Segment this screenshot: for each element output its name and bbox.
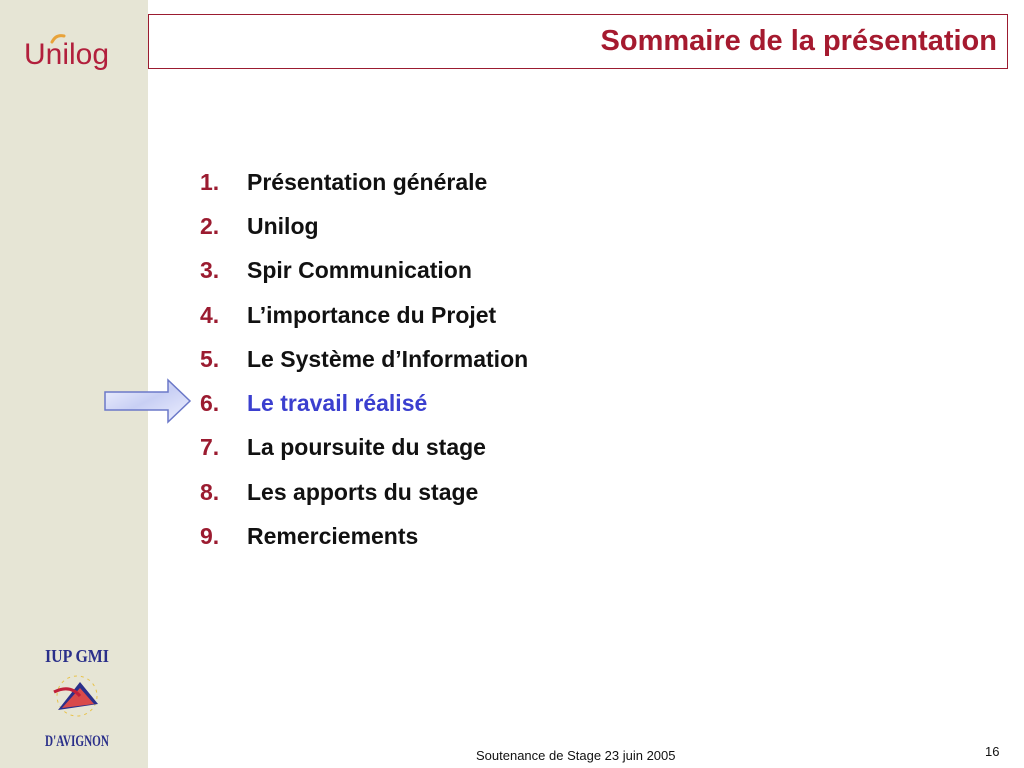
agenda-item bbox=[200, 426, 528, 470]
stars-emblem bbox=[54, 676, 98, 716]
title-frame bbox=[148, 14, 1008, 69]
iup-gmi-logo-line2: D'AVIGNON bbox=[45, 733, 110, 750]
agenda-item-label: Présentation générale bbox=[247, 168, 488, 195]
agenda-item-label: Remerciements bbox=[247, 523, 419, 550]
agenda-item-number: 4. bbox=[200, 301, 220, 328]
iup-gmi-logo bbox=[40, 644, 114, 752]
agenda-list bbox=[200, 160, 528, 559]
agenda-item bbox=[200, 293, 528, 337]
footer-text: Soutenance de Stage 23 juin 2005 bbox=[476, 748, 676, 763]
agenda-item-number: 5. bbox=[200, 345, 220, 372]
page-title: Sommaire de la présentation bbox=[600, 25, 997, 57]
iup-gmi-logo-line1: IUP GMI bbox=[45, 646, 109, 666]
agenda-item-number: 2. bbox=[200, 212, 220, 239]
agenda-item bbox=[200, 160, 528, 204]
page-number: 16 bbox=[985, 744, 1000, 759]
agenda-item bbox=[200, 204, 528, 248]
current-item-arrow-icon bbox=[104, 378, 192, 424]
agenda-item-number: 3. bbox=[200, 257, 220, 284]
agenda-item-label: Les apports du stage bbox=[247, 478, 479, 505]
agenda-item-number: 7. bbox=[200, 434, 220, 461]
agenda-item-number: 6. bbox=[200, 390, 220, 417]
agenda-item-label: Le travail réalisé bbox=[247, 390, 428, 417]
agenda-item bbox=[200, 381, 528, 425]
agenda-item bbox=[200, 249, 528, 293]
agenda-item-number: 1. bbox=[200, 168, 220, 195]
agenda-item-label: Unilog bbox=[247, 212, 319, 239]
agenda-item-label: L’importance du Projet bbox=[247, 301, 497, 328]
agenda-item-label: La poursuite du stage bbox=[247, 434, 486, 461]
unilog-logo-text: Unilog bbox=[24, 38, 110, 71]
unilog-logo bbox=[22, 30, 122, 76]
agenda-item-number: 8. bbox=[200, 478, 220, 505]
agenda-item bbox=[200, 337, 528, 381]
agenda-item-label: Le Système d’Information bbox=[247, 345, 529, 372]
agenda-item-number: 9. bbox=[200, 523, 220, 550]
agenda-item bbox=[200, 514, 528, 558]
agenda-item-label: Spir Communication bbox=[247, 257, 472, 284]
agenda-item bbox=[200, 470, 528, 514]
